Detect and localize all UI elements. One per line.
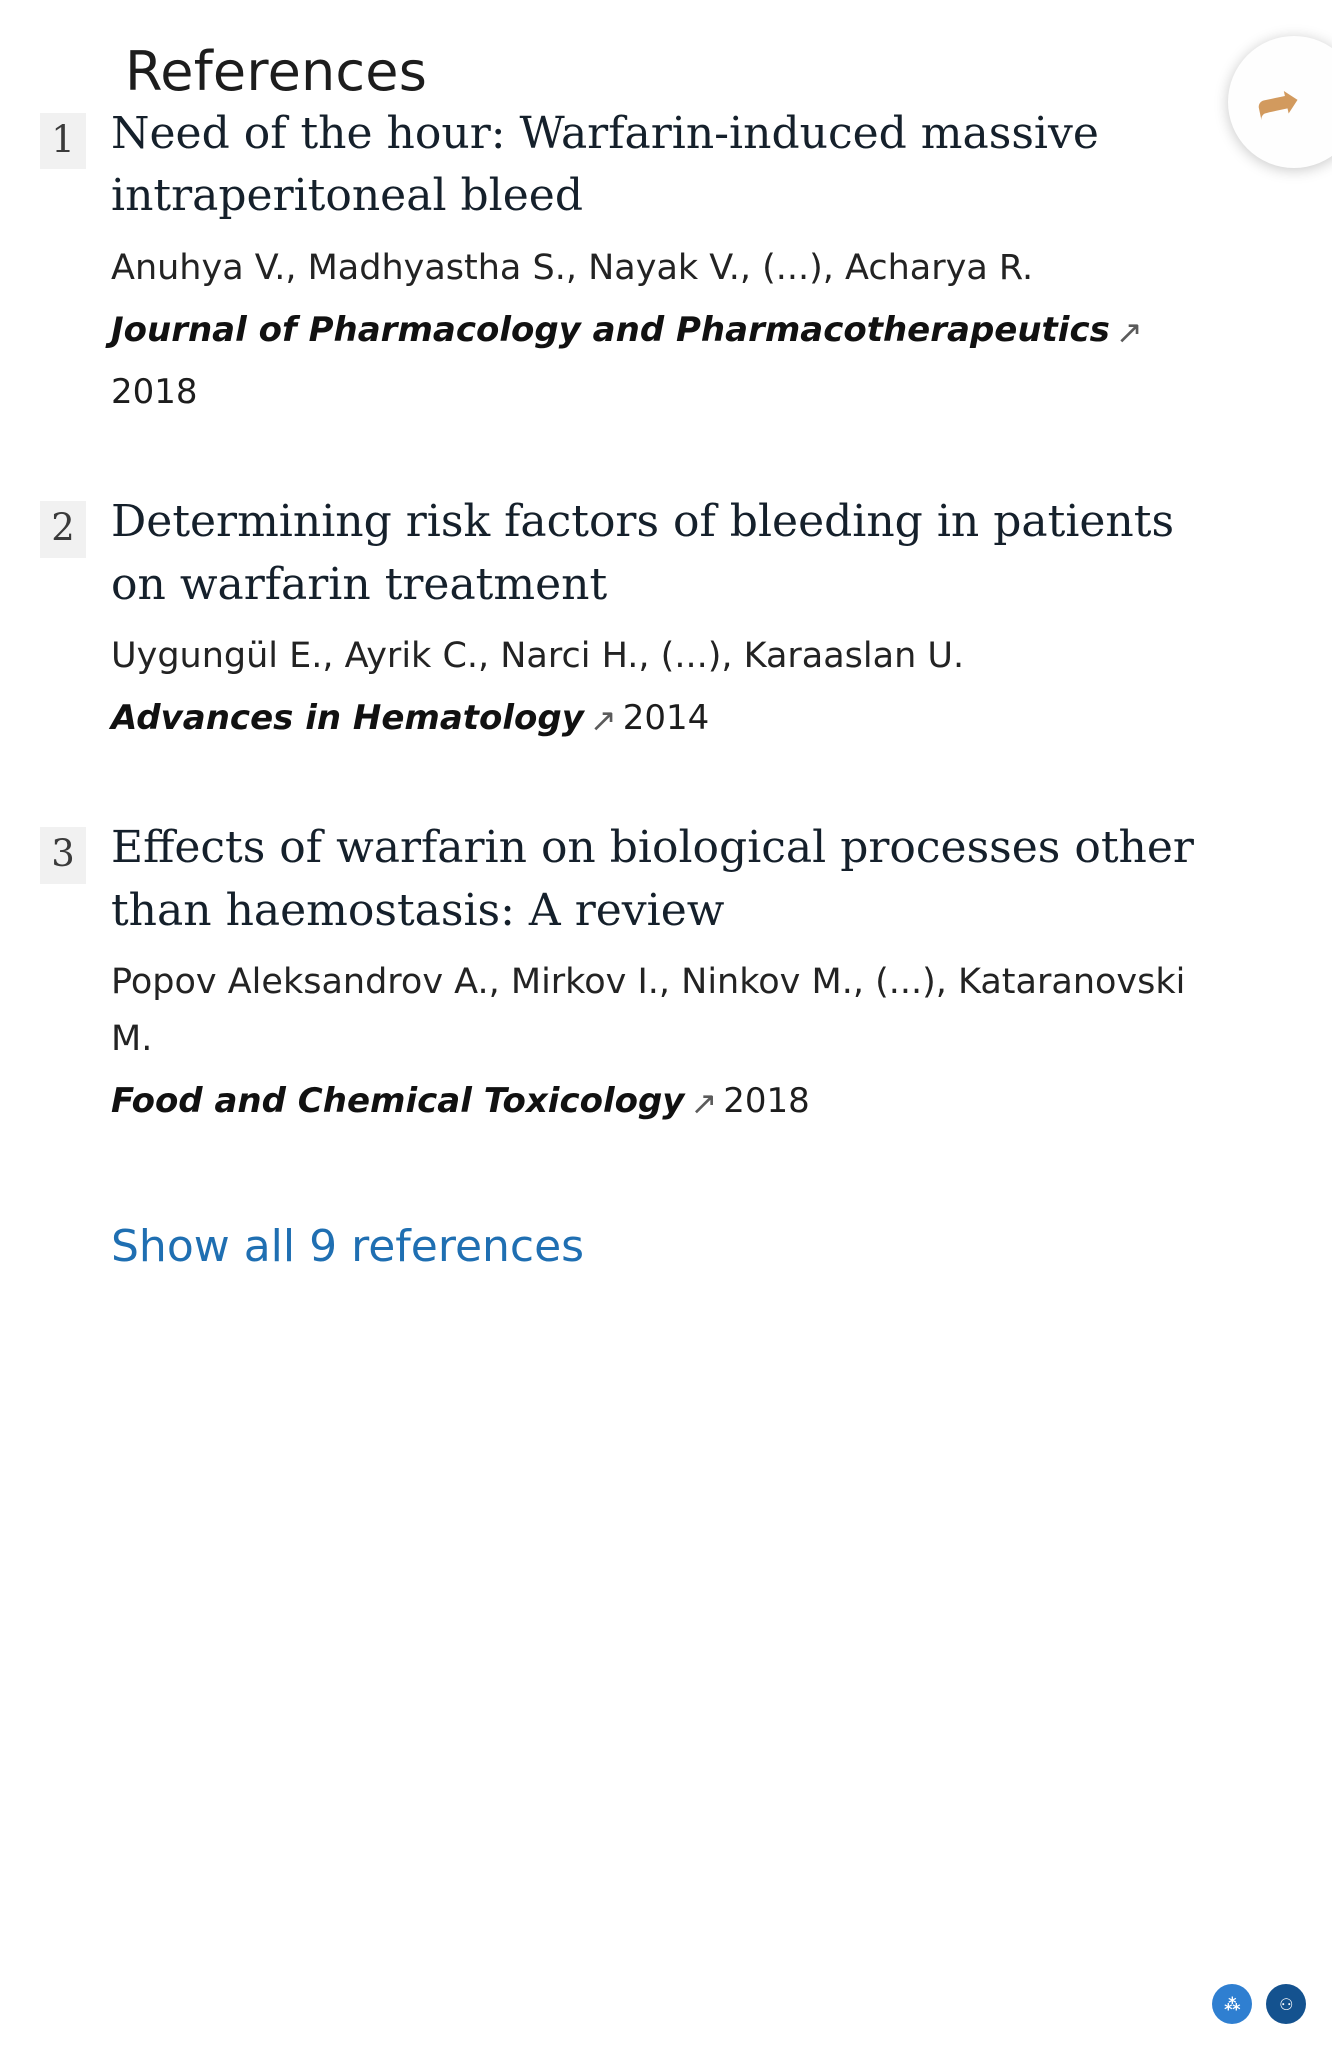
external-link-icon[interactable]: ↗ [589,701,617,740]
reference-number: 2 [40,501,86,557]
plumx-badge[interactable]: ⚇ [1266,1984,1306,2024]
reference-journal: Journal of Pharmacology and Pharmacotherapeutics [111,309,1110,350]
reference-authors: Anuhya V., Madhyastha S., Nayak V., (...), Acharya R. [111,247,1034,288]
reference-source [111,1074,1231,1128]
reference-content [86,817,1231,1128]
show-all-references-link[interactable]: Show all 9 references [111,1221,585,1273]
altmetric-badge[interactable]: ⁂ [1212,1984,1252,2024]
reference-list [40,103,1292,1128]
reference-journal: Advances in Hematology [111,698,584,739]
reference-title[interactable]: Effects of warfarin on biological processes other than haemostasis: A review [111,822,1194,936]
reference-source [111,691,1231,745]
reference-number: 3 [40,827,86,883]
external-link-icon[interactable]: ↗ [1115,312,1143,351]
external-link-icon[interactable]: ↗ [690,1083,718,1122]
page-title: References [125,40,428,103]
reference-source [111,303,1231,420]
reference-journal: Food and Chemical Toxicology [111,1080,685,1121]
bookmark-ribbon-icon: ➦ [1249,66,1307,138]
reference-authors: Uygungül E., Ayrik C., Narci H., (...), Karaaslan U. [111,636,965,677]
list-item [40,491,1292,745]
reference-authors: Popov Aleksandrov A., Mirkov I., Ninkov M., (...), Kataranovski M. [111,962,1186,1060]
reference-year: 2018 [111,372,198,413]
reference-year: 2018 [723,1080,810,1121]
reference-content [86,491,1231,745]
metrics-badges [1212,1984,1306,2024]
reference-title[interactable]: Determining risk factors of bleeding in patients on warfarin treatment [111,496,1175,610]
reference-title[interactable]: Need of the hour: Warfarin-induced massive intraperitoneal bleed [111,108,1099,222]
list-item [40,103,1292,419]
list-item [40,817,1292,1128]
reference-content [86,103,1231,419]
reference-number: 1 [40,113,86,169]
reference-year: 2014 [622,698,710,739]
